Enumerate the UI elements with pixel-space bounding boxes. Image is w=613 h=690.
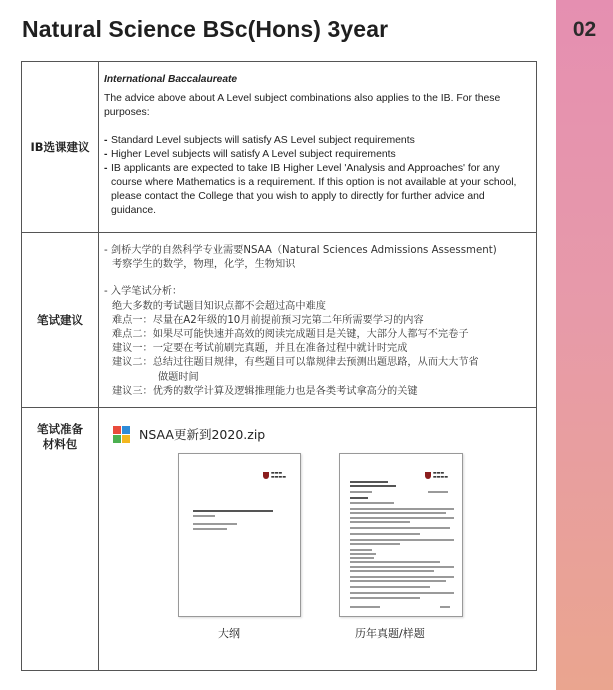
zip-file-name: NSAA更新到2020.zip [139,427,266,442]
page-title: Natural Science BSc(Hons) 3year [22,16,389,42]
past-paper-thumbnail[interactable] [339,453,463,617]
page-number: 02 [572,18,597,41]
crest-icon [263,472,269,479]
label-line: 材料包 [42,437,78,451]
university-logo: ▬▬▬ ▬▬▬▬ [263,471,286,479]
row-label-exam: 笔试建议 [22,233,99,407]
row-label-materials [22,408,99,671]
syllabus-caption: 大纲 [218,627,240,640]
analysis-line: 难点二：如果尽可能快速并高效的阅读完成题目是关键，大部分人都写不完卷子 [112,329,469,341]
row-label-ib: IB选课建议 [22,62,99,232]
analysis-line: 绝大多数的考试题目知识点都不会超过高中难度 [112,300,326,312]
archive-icon [113,426,130,443]
analysis-line: 难点一：尽量在A2年级的10月前提前预习完第二年所需要学习的内容 [112,314,424,326]
info-table [21,61,537,671]
university-logo: ▬▬▬ ▬▬▬▬ [425,471,448,479]
ib-bullet-list [104,134,532,218]
analysis-line: 建议三：优秀的数学计算及逻辑推理能力也是各类考试拿高分的关键 [112,385,418,397]
past-paper-caption: 历年真题/样题 [355,627,425,640]
ib-intro: The advice above about A Level subject combinations also applies to the IB. For these purposes: [104,93,501,118]
exam-advice-text [104,244,532,399]
side-color-band [556,0,613,690]
analysis-title: - 入学笔试分析： [104,286,183,298]
ib-heading: International Baccalaureate [104,74,238,85]
analysis-line: 建议二：总结过往题目规律，有些题目可以靠规律去预测出题思路，从而大大节省 [112,357,479,369]
crest-icon [425,472,431,479]
list-item: - Higher Level subjects will satisfy A Level subject requirements [104,149,396,160]
zip-attachment[interactable] [113,425,265,443]
table-row-ib [22,62,536,233]
table-row-exam [22,233,536,408]
row-content-ib [100,62,536,232]
row-content-materials [100,408,536,671]
row-content-exam [100,233,536,407]
list-item: - Standard Level subjects will satisfy AS Level subject requirements [104,135,415,146]
syllabus-thumbnail[interactable] [178,453,301,617]
list-item: - IB applicants are expected to take IB Higher Level 'Analysis and Approaches' for any course where Mathematics is a requirement. If this option is not available at your school, please contact the College that you wish to apply to directly for further advice and guidance. [104,163,517,216]
analysis-line: 建议一：一定要在考试前刷完真题，并且在准备过程中就计时完成 [112,343,408,355]
analysis-line: 做题时间 [158,371,199,383]
exam-line: - 剑桥大学的自然科学专业需要NSAA（Natural Sciences Admissions Assessment) [104,245,497,256]
label-line: 笔试准备 [37,422,83,436]
ib-body [104,92,532,218]
table-row-materials [22,408,536,671]
exam-line: 考察学生的数学，物理，化学，生物知识 [112,259,296,271]
